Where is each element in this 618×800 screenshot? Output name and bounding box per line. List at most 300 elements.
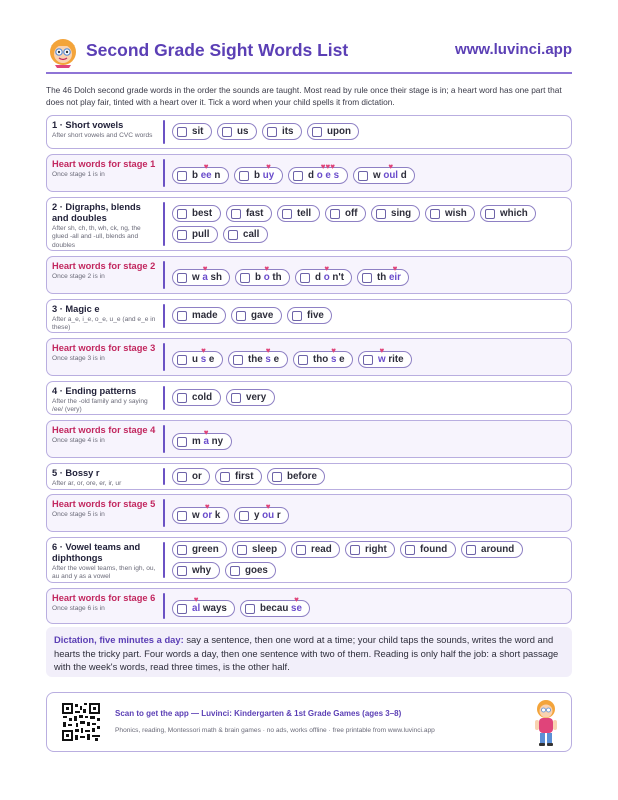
word-text: [192, 346, 215, 365]
word-text: [445, 208, 467, 219]
word-text: [192, 428, 224, 447]
word-part: which: [500, 208, 528, 219]
word-checkbox[interactable]: [177, 393, 187, 403]
word-checkbox[interactable]: [293, 171, 303, 181]
heart-words-row: [46, 494, 572, 532]
heart-icon: ♥: [193, 595, 199, 604]
word-checkbox[interactable]: [177, 209, 187, 219]
word-text: [282, 126, 293, 137]
word-chip[interactable]: [172, 562, 220, 579]
app-footer: [46, 692, 572, 752]
word-text: [307, 310, 324, 321]
heart-icon: ♥: [203, 428, 209, 437]
word-text: [192, 208, 212, 219]
tricky-part: al ♥: [192, 595, 201, 614]
word-chip[interactable]: [234, 162, 283, 184]
word-text: [248, 346, 280, 365]
word-part: b: [254, 170, 263, 181]
row-label: [52, 120, 156, 140]
word-part: m: [192, 436, 204, 447]
heart-words-row: [46, 338, 572, 376]
word-chip[interactable]: [172, 389, 221, 406]
word-chip[interactable]: [287, 307, 332, 324]
word-chip[interactable]: [400, 541, 456, 558]
row-divider: [163, 542, 165, 578]
heart-icon: ♥: [388, 162, 394, 171]
word-checkbox[interactable]: [239, 171, 249, 181]
word-checkbox[interactable]: [236, 311, 246, 321]
row-title: 2 · Digraphs, blends and doubles: [52, 202, 141, 223]
word-part: d: [398, 170, 407, 181]
word-chip[interactable]: [325, 205, 366, 222]
word-part: n't: [329, 272, 345, 283]
heart-words-row: [46, 588, 572, 624]
word-checkbox[interactable]: [296, 545, 306, 555]
word-text: [365, 544, 387, 555]
word-chip[interactable]: [358, 346, 412, 368]
row-subtitle: Once stage 5 is in: [52, 511, 105, 518]
word-text: [377, 264, 401, 283]
tricky-part: se ♥: [291, 595, 302, 614]
word-chip[interactable]: [172, 226, 218, 243]
page-title: Second Grade Sight Words List: [86, 40, 349, 60]
word-chip[interactable]: [228, 346, 288, 368]
word-checkbox[interactable]: [177, 171, 187, 181]
word-part: sit: [192, 126, 204, 137]
stage-row: [46, 115, 572, 149]
heart-icon: ♥♥♥: [320, 162, 335, 171]
header-divider: [46, 72, 572, 74]
word-chip[interactable]: [288, 162, 348, 184]
word-checkbox[interactable]: [405, 545, 415, 555]
word-part: sh: [207, 272, 222, 283]
word-chip[interactable]: [293, 346, 353, 368]
row-subtitle: Once stage 4 is in: [52, 437, 105, 444]
word-part: sing: [391, 208, 412, 219]
word-checkbox[interactable]: [282, 209, 292, 219]
word-checkbox[interactable]: [231, 393, 241, 403]
word-chip[interactable]: [371, 205, 420, 222]
word-checkbox[interactable]: [292, 311, 302, 321]
word-checkbox[interactable]: [177, 311, 187, 321]
word-text: [192, 544, 219, 555]
word-part: becau: [260, 603, 292, 614]
word-part: best: [192, 208, 213, 219]
word-text: [237, 126, 248, 137]
row-divider: [163, 468, 165, 485]
word-checkbox[interactable]: [300, 273, 310, 283]
word-checkbox[interactable]: [350, 545, 360, 555]
word-checkbox[interactable]: [228, 230, 238, 240]
heart-icon: ♥: [324, 264, 330, 273]
word-chip[interactable]: [295, 264, 352, 286]
row-title: Heart words for stage 5: [52, 499, 156, 509]
word-text: [327, 126, 351, 137]
tricky-part: o ♥: [263, 264, 270, 283]
word-checkbox[interactable]: [231, 209, 241, 219]
word-part: fast: [246, 208, 264, 219]
word-text: [345, 208, 358, 219]
word-text: [311, 544, 332, 555]
word-chip[interactable]: [172, 428, 232, 450]
word-part: call: [243, 229, 260, 240]
tricky-part: o e s ♥♥♥: [316, 162, 340, 181]
word-checkbox[interactable]: [230, 566, 240, 576]
dictation-lead: Dictation, five minutes a day:: [54, 634, 184, 645]
word-text: [192, 471, 202, 482]
word-part: why: [192, 565, 212, 576]
word-part: k: [212, 510, 221, 521]
word-checkbox[interactable]: [298, 355, 308, 365]
tricky-part: uy ♥: [262, 162, 275, 181]
word-chip[interactable]: [232, 541, 286, 558]
row-subtitle: Once stage 6 is in: [52, 605, 105, 612]
row-label: [52, 542, 156, 582]
heart-icon: ♥: [265, 346, 271, 355]
word-part: n: [211, 170, 221, 181]
word-part: r: [274, 510, 281, 521]
word-chip[interactable]: [461, 541, 523, 558]
heart-icon: ♥: [203, 162, 209, 171]
word-part: y: [254, 510, 263, 521]
word-text: [192, 162, 221, 181]
word-part: first: [235, 471, 254, 482]
tricky-part: s ♥: [265, 346, 271, 365]
word-part: goes: [245, 565, 268, 576]
word-checkbox[interactable]: [430, 209, 440, 219]
word-part: made: [192, 310, 218, 321]
word-chip[interactable]: [425, 205, 475, 222]
row-subtitle: After sh, ch, th, wh, ck, ng, the glued -all and -ull, blends and doubles: [52, 225, 141, 249]
word-part: e: [336, 354, 345, 365]
row-divider: [163, 261, 165, 289]
heart-icon: ♥: [294, 595, 299, 604]
word-text: [245, 565, 268, 576]
word-text: [287, 471, 317, 482]
word-chip[interactable]: [291, 541, 340, 558]
word-part: the: [248, 354, 266, 365]
word-part: or: [192, 471, 202, 482]
word-text: [373, 162, 407, 181]
row-divider: [163, 343, 165, 371]
row-divider: [163, 120, 165, 144]
word-part: wish: [445, 208, 467, 219]
word-part: e: [206, 354, 215, 365]
word-part: us: [237, 126, 249, 137]
word-chip[interactable]: [172, 123, 212, 140]
word-checkbox[interactable]: [177, 355, 187, 365]
row-subtitle: Once stage 1 is in: [52, 171, 105, 178]
word-part: w: [192, 272, 203, 283]
row-title: 3 · Magic e: [52, 304, 100, 314]
tricky-part: ou ♥: [262, 502, 275, 521]
word-text: [192, 310, 218, 321]
word-part: green: [192, 544, 219, 555]
word-part: u: [192, 354, 201, 365]
word-text: [246, 208, 263, 219]
row-label: [52, 468, 156, 488]
stage-row: [46, 463, 572, 490]
tricky-part: ee ♥: [200, 162, 212, 181]
row-title: Heart words for stage 6: [52, 593, 156, 603]
word-checkbox[interactable]: [466, 545, 476, 555]
word-checkbox[interactable]: [239, 511, 249, 521]
word-chip[interactable]: [172, 205, 221, 222]
heart-icon: ♥: [202, 264, 208, 273]
stage-row: [46, 381, 572, 415]
word-chip[interactable]: [172, 346, 223, 368]
mascot-icon: [46, 34, 80, 68]
word-chip[interactable]: [172, 307, 226, 324]
tricky-part: w ♥: [378, 346, 386, 365]
row-subtitle: After ar, or, ore, er, ir, ur: [52, 480, 122, 487]
row-label: [52, 304, 156, 333]
word-chip[interactable]: [353, 162, 415, 184]
word-part: b: [255, 272, 264, 283]
word-text: [235, 471, 254, 482]
word-part: around: [481, 544, 515, 555]
word-text: [308, 162, 340, 181]
word-chip[interactable]: [231, 307, 282, 324]
word-part: w: [192, 510, 203, 521]
word-chip[interactable]: [234, 502, 289, 524]
footer-subtitle: Phonics, reading, Montessori math & brain games · no ads, works offline · free printable from www.luvinci.app: [115, 727, 435, 734]
row-title: Heart words for stage 1: [52, 159, 156, 169]
page-header: [46, 34, 572, 72]
row-title: 6 · Vowel teams and diphthongs: [52, 542, 141, 563]
word-checkbox[interactable]: [376, 209, 386, 219]
word-text: [481, 544, 514, 555]
word-chip[interactable]: [172, 541, 227, 558]
row-divider: [163, 159, 165, 187]
row-title: 4 · Ending patterns: [52, 386, 137, 396]
word-text: [315, 264, 345, 283]
word-part: read: [311, 544, 332, 555]
row-divider: [163, 593, 165, 619]
word-part: d: [308, 170, 317, 181]
row-divider: [163, 202, 165, 246]
word-text: [192, 392, 212, 403]
word-checkbox[interactable]: [272, 472, 282, 482]
word-part: b: [192, 170, 201, 181]
word-checkbox[interactable]: [330, 209, 340, 219]
row-divider: [163, 425, 165, 453]
dictation-note: [46, 627, 572, 677]
tricky-part: s ♥: [200, 346, 207, 365]
word-checkbox[interactable]: [177, 273, 187, 283]
row-label: [52, 343, 156, 363]
word-text: [378, 346, 404, 365]
footer-title: Scan to get the app — Luvinci: Kindergarten & 1st Grade Games (ages 3–8): [115, 709, 402, 718]
word-text: [192, 565, 211, 576]
word-part: e: [270, 354, 280, 365]
heart-words-row: [46, 256, 572, 294]
word-text: [252, 544, 277, 555]
row-divider: [163, 386, 165, 410]
word-checkbox[interactable]: [177, 437, 187, 447]
word-text: [251, 310, 273, 321]
word-checkbox[interactable]: [233, 355, 243, 365]
word-checkbox[interactable]: [177, 472, 187, 482]
word-text: [246, 392, 266, 403]
word-text: [254, 162, 275, 181]
word-text: [255, 264, 282, 283]
word-text: [192, 229, 209, 240]
word-text: [391, 208, 411, 219]
word-checkbox[interactable]: [267, 127, 277, 137]
qr-code-icon[interactable]: [61, 702, 101, 742]
word-checkbox[interactable]: [363, 355, 373, 365]
word-checkbox[interactable]: [240, 273, 250, 283]
row-title: 5 · Bossy r: [52, 468, 100, 478]
word-part: right: [365, 544, 387, 555]
word-part: sleep: [252, 544, 278, 555]
tricky-part: a ♥: [202, 264, 208, 283]
word-checkbox[interactable]: [237, 545, 247, 555]
row-subtitle: Once stage 3 is in: [52, 355, 105, 362]
word-text: [500, 208, 528, 219]
word-chip[interactable]: [223, 226, 268, 243]
word-part: w: [373, 170, 384, 181]
tricky-part: s ♥: [330, 346, 337, 365]
word-chip[interactable]: [225, 562, 276, 579]
site-url[interactable]: www.luvinci.app: [455, 41, 572, 58]
heart-words-row: [46, 154, 572, 192]
word-checkbox[interactable]: [220, 472, 230, 482]
word-chip[interactable]: [262, 123, 302, 140]
heart-words-row: [46, 420, 572, 458]
word-chip[interactable]: [226, 205, 272, 222]
word-checkbox[interactable]: [177, 230, 187, 240]
word-chip[interactable]: [172, 468, 210, 485]
word-text: [192, 595, 227, 614]
heart-icon: ♥: [266, 162, 271, 171]
word-part: ways: [200, 603, 227, 614]
row-subtitle: After the vowel teams, then igh, ou, au and y as a vowel: [52, 565, 156, 581]
word-text: [192, 264, 222, 283]
word-part: ny: [208, 436, 224, 447]
word-text: [420, 544, 447, 555]
word-checkbox[interactable]: [177, 545, 187, 555]
heart-icon: ♥: [379, 346, 385, 355]
word-part: pull: [192, 229, 210, 240]
word-checkbox[interactable]: [177, 566, 187, 576]
word-part: d: [315, 272, 324, 283]
word-chip[interactable]: [226, 389, 275, 406]
tricky-part: a ♥: [203, 428, 209, 447]
tricky-part: or ♥: [202, 502, 213, 521]
word-part: upon: [327, 126, 351, 137]
word-part: before: [287, 471, 317, 482]
word-chip[interactable]: [217, 123, 257, 140]
word-part: found: [420, 544, 448, 555]
word-chip[interactable]: [172, 502, 229, 524]
word-checkbox[interactable]: [362, 273, 372, 283]
word-part: rite: [385, 354, 404, 365]
word-chip[interactable]: [307, 123, 359, 140]
word-checkbox[interactable]: [222, 127, 232, 137]
word-part: five: [307, 310, 324, 321]
row-label: [52, 261, 156, 281]
word-chip[interactable]: [480, 205, 536, 222]
row-label: [52, 425, 156, 445]
word-checkbox[interactable]: [312, 127, 322, 137]
heart-icon: ♥: [204, 502, 210, 511]
dictation-body: say a sentence, then one word at a time; your child taps the sounds, writes the word and hearts the tricky part. Four words a day, then one sentence with two of them. Reading is only half the job: a short passage with the week's words, read three times, is the other half.: [54, 634, 559, 672]
word-part: tho: [313, 354, 331, 365]
stage-row: [46, 197, 572, 251]
stage-row: [46, 299, 572, 333]
word-part: th: [377, 272, 389, 283]
heart-icon: ♥: [392, 264, 398, 273]
word-chip[interactable]: [172, 162, 229, 184]
word-chip[interactable]: [277, 205, 320, 222]
row-label: [52, 386, 156, 415]
heart-icon: ♥: [331, 346, 337, 355]
word-text: [192, 502, 221, 521]
word-checkbox[interactable]: [177, 511, 187, 521]
tricky-part: eir ♥: [388, 264, 401, 283]
word-chip[interactable]: [235, 264, 290, 286]
word-part: very: [246, 392, 267, 403]
word-checkbox[interactable]: [358, 171, 368, 181]
word-chip[interactable]: [357, 264, 409, 286]
row-label: [52, 499, 156, 519]
stage-row: [46, 537, 572, 583]
heart-icon: ♥: [265, 502, 271, 511]
word-part: tell: [297, 208, 312, 219]
word-chip[interactable]: [240, 595, 310, 617]
word-checkbox[interactable]: [177, 604, 187, 614]
tricky-part: o ♥: [323, 264, 330, 283]
word-text: [313, 346, 345, 365]
row-divider: [163, 499, 165, 527]
word-chip[interactable]: [172, 264, 230, 286]
row-label: [52, 593, 156, 613]
row-title: Heart words for stage 2: [52, 261, 156, 271]
row-label: [52, 159, 156, 179]
row-subtitle: After a_e, i_e, o_e, u_e (and e_e in these): [52, 316, 156, 332]
intro-text: The 46 Dolch second grade words in the order the sounds are taught. Most read by rule once their stage is in; a heart word has one part that does not play fair, tinted with a heart over it. Tick a word when your child spells it from dictation.: [46, 85, 562, 107]
word-text: [260, 595, 302, 614]
word-part: gave: [251, 310, 274, 321]
heart-icon: ♥: [264, 264, 270, 273]
word-checkbox[interactable]: [485, 209, 495, 219]
word-text: [243, 229, 259, 240]
word-part: cold: [192, 392, 213, 403]
mascot-kid-icon: [531, 697, 561, 747]
row-subtitle: After the -old family and y saying /ee/ (very): [52, 398, 148, 414]
tricky-part: oul ♥: [383, 162, 399, 181]
word-part: off: [345, 208, 358, 219]
word-text: [254, 502, 281, 521]
word-part: its: [282, 126, 294, 137]
row-title: 1 · Short vowels: [52, 120, 124, 130]
row-label: [52, 202, 156, 250]
row-subtitle: After short vowels and CVC words: [52, 132, 153, 139]
word-chip[interactable]: [267, 468, 325, 485]
row-subtitle: Once stage 2 is in: [52, 273, 105, 280]
row-title: Heart words for stage 4: [52, 425, 156, 435]
word-part: th: [269, 272, 282, 283]
word-chip[interactable]: [345, 541, 395, 558]
word-chip[interactable]: [172, 595, 235, 617]
word-text: [192, 126, 203, 137]
word-chip[interactable]: [215, 468, 262, 485]
heart-icon: ♥: [201, 346, 206, 355]
word-checkbox[interactable]: [245, 604, 255, 614]
word-checkbox[interactable]: [177, 127, 187, 137]
